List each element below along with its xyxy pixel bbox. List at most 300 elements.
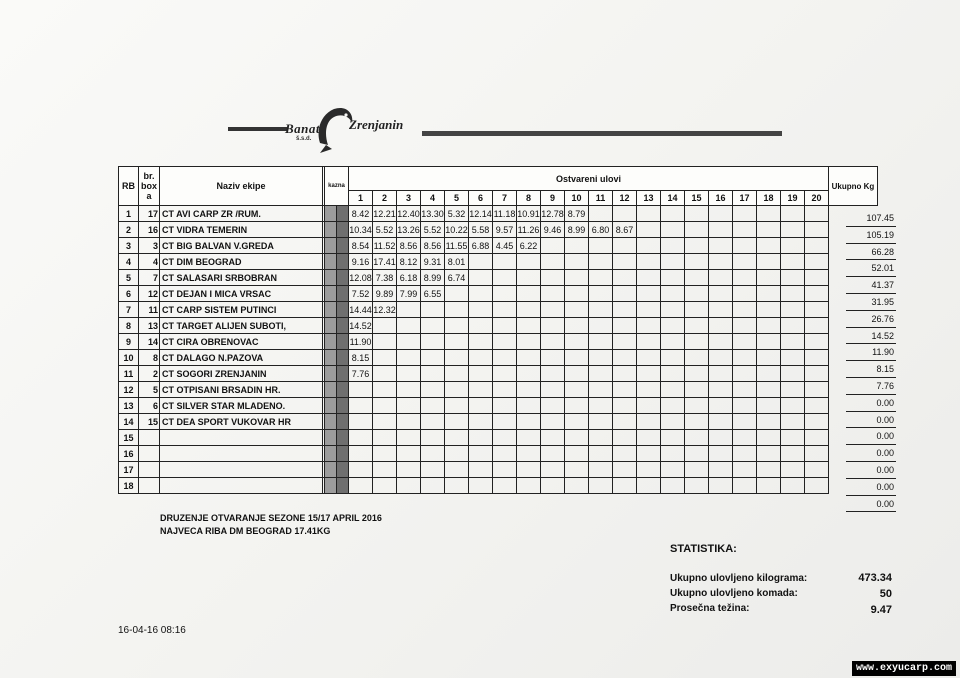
catch-cell bbox=[613, 446, 637, 462]
catch-cell bbox=[757, 430, 781, 446]
catch-cell bbox=[733, 366, 757, 382]
catch-cell: 6.74 bbox=[445, 270, 469, 286]
catch-cell bbox=[661, 478, 685, 494]
catch-cell bbox=[373, 414, 397, 430]
catch-cell bbox=[589, 446, 613, 462]
header-round-17: 17 bbox=[733, 191, 757, 206]
row-total: 0.00 bbox=[846, 412, 896, 429]
table-row bbox=[119, 334, 878, 350]
catch-cell bbox=[373, 318, 397, 334]
catch-cell: 8.67 bbox=[613, 222, 637, 238]
catch-cell: 7.76 bbox=[349, 366, 373, 382]
catch-cell bbox=[637, 382, 661, 398]
row-total: 52.01 bbox=[846, 260, 896, 277]
row-box: 12 bbox=[139, 286, 160, 302]
catch-cell bbox=[397, 302, 421, 318]
row-total: 0.00 bbox=[846, 428, 896, 445]
catch-cell bbox=[589, 318, 613, 334]
row-box: 11 bbox=[139, 302, 160, 318]
catch-cell bbox=[637, 366, 661, 382]
table-row bbox=[119, 430, 878, 446]
catch-cell: 6.88 bbox=[469, 238, 493, 254]
header-total: Ukupno Kg bbox=[829, 167, 878, 206]
catch-cell bbox=[493, 350, 517, 366]
row-penalty-shade bbox=[325, 446, 337, 462]
catch-cell bbox=[517, 318, 541, 334]
header-round-20: 20 bbox=[805, 191, 829, 206]
catch-cell bbox=[397, 366, 421, 382]
catch-cell bbox=[493, 462, 517, 478]
row-penalty-shade bbox=[337, 334, 349, 350]
catch-cell bbox=[421, 302, 445, 318]
biggest-fish-note: NAJVECA RIBA DM BEOGRAD 17.41KG bbox=[160, 526, 331, 536]
catch-cell bbox=[517, 350, 541, 366]
catch-cell bbox=[517, 462, 541, 478]
catch-cell bbox=[781, 206, 805, 222]
catch-cell bbox=[613, 430, 637, 446]
catch-cell bbox=[469, 366, 493, 382]
table-row bbox=[119, 366, 878, 382]
catch-cell bbox=[373, 462, 397, 478]
row-total: 26.76 bbox=[846, 311, 896, 328]
catch-cell: 12.32 bbox=[373, 302, 397, 318]
catch-cell: 14.52 bbox=[349, 318, 373, 334]
catch-cell bbox=[565, 334, 589, 350]
catch-cell bbox=[349, 398, 373, 414]
catch-cell bbox=[613, 382, 637, 398]
header-round-16: 16 bbox=[709, 191, 733, 206]
catch-cell bbox=[421, 478, 445, 494]
row-total: 11.90 bbox=[846, 344, 896, 361]
catch-cell bbox=[685, 254, 709, 270]
row-team-name: CT DEA SPORT VUKOVAR HR bbox=[160, 414, 323, 430]
catch-cell bbox=[373, 382, 397, 398]
catch-cell bbox=[709, 462, 733, 478]
catch-cell bbox=[661, 302, 685, 318]
catch-cell bbox=[733, 430, 757, 446]
catch-cell bbox=[637, 414, 661, 430]
catch-cell bbox=[805, 478, 829, 494]
row-total: 107.45 bbox=[846, 210, 896, 227]
catch-cell bbox=[445, 414, 469, 430]
logo-rule-left bbox=[228, 127, 288, 131]
catch-cell bbox=[469, 350, 493, 366]
catch-cell bbox=[709, 366, 733, 382]
catch-cell bbox=[373, 478, 397, 494]
catch-cell bbox=[541, 270, 565, 286]
catch-cell bbox=[805, 350, 829, 366]
catch-cell bbox=[757, 478, 781, 494]
header-round-19: 19 bbox=[781, 191, 805, 206]
event-note: DRUZENJE OTVARANJE SEZONE 15/17 APRIL 2016 bbox=[160, 513, 382, 523]
row-penalty-shade bbox=[337, 350, 349, 366]
catch-cell bbox=[445, 318, 469, 334]
catch-cell bbox=[445, 366, 469, 382]
catch-cell bbox=[493, 478, 517, 494]
catch-cell bbox=[565, 286, 589, 302]
catch-cell bbox=[637, 302, 661, 318]
catch-cell bbox=[541, 398, 565, 414]
site-watermark: www.exyucarp.com bbox=[852, 661, 956, 676]
catch-cell bbox=[733, 222, 757, 238]
table-row bbox=[119, 206, 878, 222]
catch-cell bbox=[805, 238, 829, 254]
catch-cell bbox=[349, 382, 373, 398]
row-rank: 17 bbox=[119, 462, 139, 478]
catch-cell bbox=[493, 398, 517, 414]
catch-cell bbox=[637, 270, 661, 286]
catch-cell: 6.18 bbox=[397, 270, 421, 286]
catch-cell bbox=[685, 446, 709, 462]
catch-cell: 5.58 bbox=[469, 222, 493, 238]
catch-cell bbox=[709, 446, 733, 462]
catch-cell: 10.91 bbox=[517, 206, 541, 222]
catch-cell bbox=[397, 318, 421, 334]
catch-cell bbox=[709, 254, 733, 270]
catch-cell bbox=[733, 270, 757, 286]
catch-cell bbox=[661, 398, 685, 414]
row-penalty-shade bbox=[325, 430, 337, 446]
catch-cell bbox=[685, 478, 709, 494]
logo-brand: Banat bbox=[285, 121, 321, 136]
catch-cell: 9.57 bbox=[493, 222, 517, 238]
catch-cell: 8.99 bbox=[421, 270, 445, 286]
catch-cell bbox=[373, 430, 397, 446]
row-rank: 3 bbox=[119, 238, 139, 254]
catch-cell bbox=[517, 254, 541, 270]
catch-cell bbox=[613, 254, 637, 270]
catch-cell bbox=[589, 366, 613, 382]
catch-cell bbox=[517, 302, 541, 318]
catch-cell bbox=[469, 478, 493, 494]
row-team-name: CT SALASARI SRBOBRAN bbox=[160, 270, 323, 286]
row-penalty-shade bbox=[325, 478, 337, 494]
header-round-15: 15 bbox=[685, 191, 709, 206]
catch-cell bbox=[613, 302, 637, 318]
row-box: 3 bbox=[139, 238, 160, 254]
catch-cell bbox=[781, 286, 805, 302]
header-round-2: 2 bbox=[373, 191, 397, 206]
catch-cell bbox=[661, 222, 685, 238]
stats-avg-value: 9.47 bbox=[870, 604, 892, 616]
catch-cell bbox=[469, 254, 493, 270]
catch-cell bbox=[709, 382, 733, 398]
catch-cell bbox=[781, 318, 805, 334]
catch-cell bbox=[757, 222, 781, 238]
stats-kg-value: 473.34 bbox=[858, 572, 892, 584]
catch-cell bbox=[469, 286, 493, 302]
catch-cell bbox=[781, 238, 805, 254]
catch-cell bbox=[613, 286, 637, 302]
row-penalty-shade bbox=[337, 430, 349, 446]
stats-count-label: Ukupno ulovljeno komada: bbox=[670, 588, 798, 599]
catch-cell: 7.99 bbox=[397, 286, 421, 302]
row-penalty-shade bbox=[337, 446, 349, 462]
catch-cell bbox=[733, 398, 757, 414]
catch-cell bbox=[373, 334, 397, 350]
row-team-name: CT CIRA OBRENOVAC bbox=[160, 334, 323, 350]
catch-cell bbox=[517, 334, 541, 350]
row-penalty-shade bbox=[325, 462, 337, 478]
row-rank: 8 bbox=[119, 318, 139, 334]
catch-cell bbox=[445, 398, 469, 414]
catch-cell bbox=[661, 382, 685, 398]
catch-cell bbox=[589, 350, 613, 366]
catch-cell bbox=[661, 206, 685, 222]
catch-cell bbox=[565, 270, 589, 286]
catch-cell bbox=[517, 286, 541, 302]
catch-cell bbox=[685, 398, 709, 414]
catch-cell bbox=[349, 446, 373, 462]
catch-cell bbox=[781, 334, 805, 350]
row-penalty-shade bbox=[337, 270, 349, 286]
header-kazna: kazna bbox=[325, 167, 349, 206]
header-round-5: 5 bbox=[445, 191, 469, 206]
row-box: 5 bbox=[139, 382, 160, 398]
catch-cell bbox=[613, 350, 637, 366]
catch-cell bbox=[349, 478, 373, 494]
row-penalty-shade bbox=[337, 318, 349, 334]
catch-cell bbox=[757, 302, 781, 318]
table-row bbox=[119, 462, 878, 478]
catch-cell bbox=[733, 382, 757, 398]
stats-kg-label: Ukupno ulovljeno kilograma: bbox=[670, 573, 808, 584]
catch-cell bbox=[589, 286, 613, 302]
table-row bbox=[119, 318, 878, 334]
catch-cell bbox=[421, 382, 445, 398]
catch-cell bbox=[685, 414, 709, 430]
catch-cell bbox=[733, 350, 757, 366]
catch-cell bbox=[781, 350, 805, 366]
catch-cell bbox=[589, 478, 613, 494]
catch-cell bbox=[493, 270, 517, 286]
catch-cell bbox=[685, 222, 709, 238]
catch-cell bbox=[613, 238, 637, 254]
catch-cell bbox=[493, 382, 517, 398]
row-team-name: CT DALAGO N.PAZOVA bbox=[160, 350, 323, 366]
catch-cell bbox=[709, 238, 733, 254]
catch-cell: 14.44 bbox=[349, 302, 373, 318]
row-penalty-shade bbox=[325, 382, 337, 398]
catch-cell bbox=[781, 222, 805, 238]
catch-cell bbox=[469, 398, 493, 414]
catch-cell bbox=[445, 302, 469, 318]
row-total: 0.00 bbox=[846, 479, 896, 496]
catch-cell bbox=[421, 334, 445, 350]
row-penalty-shade bbox=[325, 334, 337, 350]
catch-cell bbox=[733, 286, 757, 302]
catch-cell: 8.15 bbox=[349, 350, 373, 366]
catch-cell bbox=[757, 206, 781, 222]
catch-cell bbox=[685, 334, 709, 350]
header-box bbox=[139, 167, 160, 206]
catch-cell bbox=[349, 462, 373, 478]
catch-cell bbox=[445, 478, 469, 494]
row-box: 17 bbox=[139, 206, 160, 222]
catch-cell bbox=[709, 350, 733, 366]
catch-cell bbox=[493, 302, 517, 318]
row-team-name bbox=[160, 478, 323, 494]
row-team-name: CT AVI CARP ZR /RUM. bbox=[160, 206, 323, 222]
catch-cell bbox=[565, 254, 589, 270]
catch-cell bbox=[637, 446, 661, 462]
catch-cell: 5.32 bbox=[445, 206, 469, 222]
catch-cell bbox=[397, 446, 421, 462]
row-penalty-shade bbox=[325, 350, 337, 366]
catch-cell bbox=[517, 414, 541, 430]
row-penalty-shade bbox=[337, 366, 349, 382]
catch-cell bbox=[757, 334, 781, 350]
row-rank: 11 bbox=[119, 366, 139, 382]
row-rank: 10 bbox=[119, 350, 139, 366]
catch-cell bbox=[421, 318, 445, 334]
table-row bbox=[119, 382, 878, 398]
catch-cell bbox=[445, 446, 469, 462]
catch-cell bbox=[805, 382, 829, 398]
catch-cell: 8.99 bbox=[565, 222, 589, 238]
catch-cell bbox=[589, 414, 613, 430]
catch-cell bbox=[589, 270, 613, 286]
catch-cell bbox=[541, 286, 565, 302]
header-rb: RB bbox=[119, 167, 139, 206]
catch-cell bbox=[733, 414, 757, 430]
header-round-13: 13 bbox=[637, 191, 661, 206]
header-round-3: 3 bbox=[397, 191, 421, 206]
row-penalty-shade bbox=[325, 398, 337, 414]
catch-cell bbox=[757, 286, 781, 302]
catch-cell: 8.56 bbox=[397, 238, 421, 254]
row-team-name: CT SOGORI ZRENJANIN bbox=[160, 366, 323, 382]
catch-cell: 5.52 bbox=[373, 222, 397, 238]
row-penalty-shade bbox=[325, 206, 337, 222]
catch-cell bbox=[757, 238, 781, 254]
catch-cell bbox=[709, 398, 733, 414]
catch-cell: 12.14 bbox=[469, 206, 493, 222]
catch-cell bbox=[805, 222, 829, 238]
catch-cell bbox=[757, 254, 781, 270]
catch-cell bbox=[493, 414, 517, 430]
catch-cell bbox=[637, 398, 661, 414]
catch-cell bbox=[637, 318, 661, 334]
catch-cell bbox=[685, 286, 709, 302]
catch-cell bbox=[541, 254, 565, 270]
catch-cell bbox=[397, 478, 421, 494]
table-row bbox=[119, 350, 878, 366]
catch-cell: 11.90 bbox=[349, 334, 373, 350]
catch-cell bbox=[637, 478, 661, 494]
catch-cell bbox=[373, 398, 397, 414]
catch-cell bbox=[757, 382, 781, 398]
catch-cell bbox=[469, 462, 493, 478]
catch-cell: 8.12 bbox=[397, 254, 421, 270]
catch-cell bbox=[661, 270, 685, 286]
header-round-18: 18 bbox=[757, 191, 781, 206]
catch-cell: 11.26 bbox=[517, 222, 541, 238]
row-penalty-shade bbox=[325, 286, 337, 302]
row-team-name: CT CARP SISTEM PUTINCI bbox=[160, 302, 323, 318]
row-team-name: CT TARGET ALIJEN SUBOTI, bbox=[160, 318, 323, 334]
row-rank: 5 bbox=[119, 270, 139, 286]
catch-cell bbox=[661, 366, 685, 382]
catch-cell bbox=[445, 382, 469, 398]
catch-cell bbox=[445, 286, 469, 302]
catch-cell bbox=[685, 430, 709, 446]
catch-cell bbox=[469, 382, 493, 398]
catch-cell bbox=[709, 206, 733, 222]
catch-cell bbox=[589, 254, 613, 270]
catch-cell bbox=[805, 366, 829, 382]
catch-cell: 17.41 bbox=[373, 254, 397, 270]
row-total: 8.15 bbox=[846, 361, 896, 378]
catch-cell bbox=[517, 382, 541, 398]
catch-cell bbox=[565, 462, 589, 478]
catch-cell bbox=[541, 334, 565, 350]
catch-cell bbox=[589, 398, 613, 414]
row-rank: 4 bbox=[119, 254, 139, 270]
header-round-7: 7 bbox=[493, 191, 517, 206]
catch-cell bbox=[781, 270, 805, 286]
catch-cell bbox=[805, 302, 829, 318]
row-total: 7.76 bbox=[846, 378, 896, 395]
catch-cell: 6.22 bbox=[517, 238, 541, 254]
row-penalty-shade bbox=[337, 286, 349, 302]
catch-cell bbox=[541, 318, 565, 334]
catch-cell bbox=[805, 462, 829, 478]
totals-column bbox=[846, 210, 896, 512]
catch-cell bbox=[517, 366, 541, 382]
catch-cell: 9.16 bbox=[349, 254, 373, 270]
row-team-name: CT BIG BALVAN V.GREDA bbox=[160, 238, 323, 254]
print-timestamp: 16-04-16 08:16 bbox=[118, 625, 186, 636]
row-penalty-shade bbox=[325, 318, 337, 334]
catch-cell: 12.40 bbox=[397, 206, 421, 222]
row-penalty-shade bbox=[325, 238, 337, 254]
catch-cell bbox=[613, 318, 637, 334]
row-team-name bbox=[160, 446, 323, 462]
catch-cell bbox=[493, 366, 517, 382]
row-penalty-shade bbox=[337, 302, 349, 318]
logo-rule-right bbox=[422, 131, 782, 136]
row-total: 31.95 bbox=[846, 294, 896, 311]
catch-cell bbox=[517, 446, 541, 462]
catch-cell bbox=[805, 318, 829, 334]
catch-cell bbox=[685, 238, 709, 254]
catch-cell: 9.31 bbox=[421, 254, 445, 270]
logo-city: Zrenjanin bbox=[349, 117, 404, 132]
stats-count-value: 50 bbox=[879, 588, 892, 600]
row-penalty-shade bbox=[337, 398, 349, 414]
catch-cell bbox=[733, 302, 757, 318]
header-round-11: 11 bbox=[589, 191, 613, 206]
catch-cell bbox=[709, 270, 733, 286]
row-box: 16 bbox=[139, 222, 160, 238]
catch-cell: 6.80 bbox=[589, 222, 613, 238]
catch-cell bbox=[397, 398, 421, 414]
catch-cell bbox=[565, 302, 589, 318]
header-round-14: 14 bbox=[661, 191, 685, 206]
catch-cell bbox=[781, 462, 805, 478]
catch-cell bbox=[421, 366, 445, 382]
catch-cell bbox=[781, 302, 805, 318]
row-rank: 16 bbox=[119, 446, 139, 462]
catch-cell: 11.55 bbox=[445, 238, 469, 254]
catch-cell: 13.26 bbox=[397, 222, 421, 238]
catch-cell bbox=[565, 414, 589, 430]
catch-cell bbox=[781, 446, 805, 462]
catch-cell bbox=[589, 206, 613, 222]
row-team-name: CT SILVER STAR MLADENO. bbox=[160, 398, 323, 414]
catch-cell bbox=[517, 430, 541, 446]
